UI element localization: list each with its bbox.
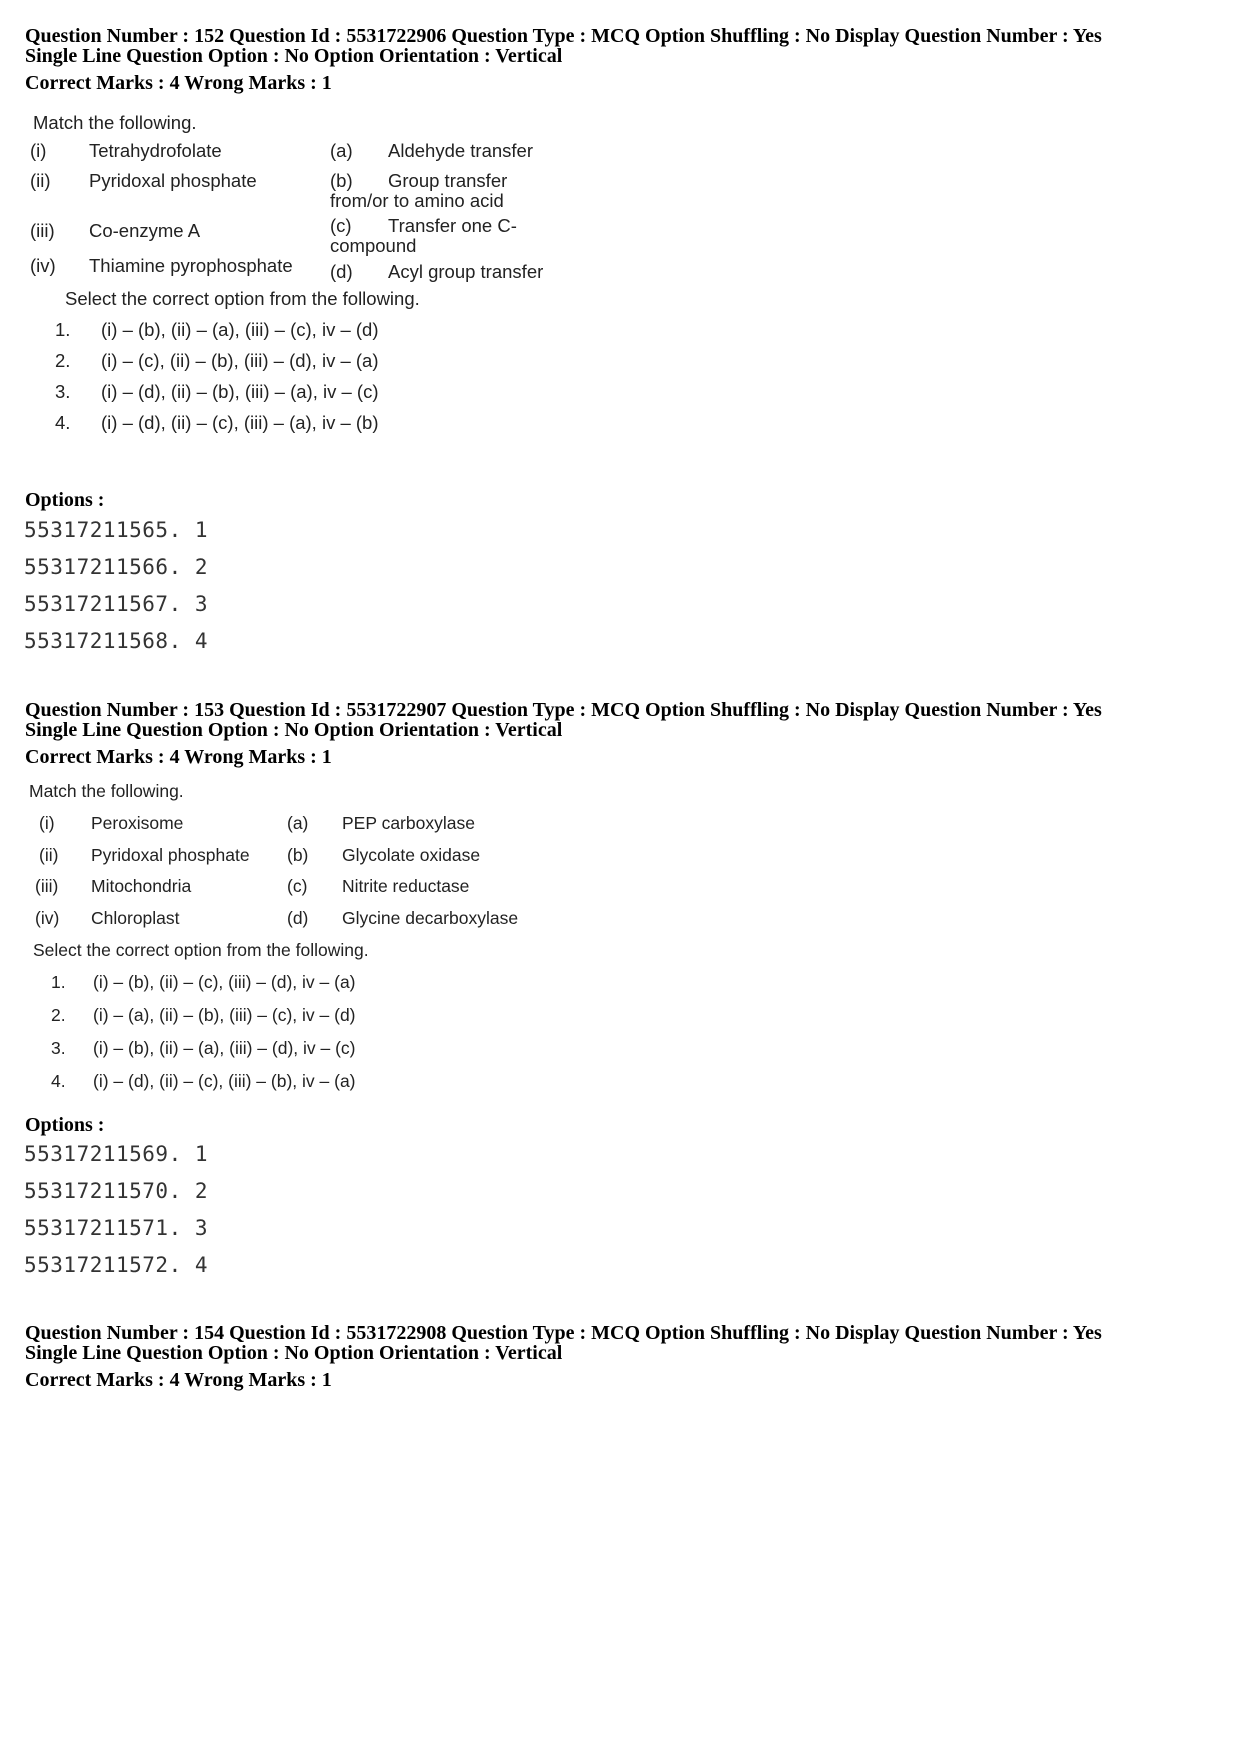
- option-item[interactable]: 55317211569. 1: [24, 1142, 209, 1166]
- left-num: (iii): [30, 220, 55, 241]
- choice-num: 4.: [55, 412, 71, 433]
- right-item: PEP carboxylase: [342, 813, 475, 833]
- right-item: Aldehyde transfer: [388, 140, 534, 161]
- left-num: (i): [30, 140, 47, 161]
- right-item: Glycine decarboxylase: [342, 908, 519, 928]
- right-item: Transfer one C-: [388, 215, 517, 236]
- left-num: (ii): [39, 845, 59, 865]
- left-num: (ii): [30, 170, 51, 191]
- select-instruction: Select the correct option from the following.: [65, 288, 420, 309]
- right-item-continued: compound: [330, 235, 417, 256]
- question-152: [25, 26, 1225, 93]
- question-intro: Match the following.: [29, 781, 184, 801]
- option-item[interactable]: 55317211568. 4: [24, 629, 209, 653]
- choice-num: 3.: [55, 381, 71, 402]
- choice-num: 2.: [55, 350, 71, 371]
- left-item: Thiamine pyrophosphate: [89, 255, 293, 276]
- option-item[interactable]: 55317211570. 2: [24, 1179, 209, 1203]
- question-153-image: [25, 777, 545, 1107]
- right-item: Group transfer: [388, 170, 508, 191]
- right-item: Nitrite reductase: [342, 876, 470, 896]
- question-marks: Correct Marks : 4 Wrong Marks : 1: [25, 746, 332, 768]
- question-meta-line1: Question Number : 152 Question Id : 5531722906 Question Type : MCQ Option Shuffling : No Display Question Number : Yes: [25, 25, 1102, 47]
- right-num: (a): [330, 140, 353, 161]
- left-num: (iv): [30, 255, 56, 276]
- choice-text: (i) – (b), (ii) – (a), (iii) – (d), iv – (c): [93, 1038, 356, 1058]
- choice-text: (i) – (b), (ii) – (c), (iii) – (d), iv – (a): [93, 972, 356, 992]
- left-item: Co-enzyme A: [89, 220, 201, 241]
- right-num: (d): [330, 261, 353, 282]
- question-153: [25, 700, 1225, 767]
- right-num: (d): [287, 908, 309, 928]
- select-instruction: Select the correct option from the following.: [33, 940, 369, 960]
- right-num: (b): [330, 170, 353, 191]
- question-meta-line2: Single Line Question Option : No Option Orientation : Vertical: [25, 719, 563, 741]
- left-item: Pyridoxal phosphate: [89, 170, 257, 191]
- question-marks: Correct Marks : 4 Wrong Marks : 1: [25, 1369, 332, 1391]
- right-item-continued: from/or to amino acid: [330, 190, 504, 211]
- left-item: Mitochondria: [91, 876, 192, 896]
- left-item: Peroxisome: [91, 813, 184, 833]
- choice-text: (i) – (a), (ii) – (b), (iii) – (c), iv – (d): [93, 1005, 356, 1025]
- left-num: (iv): [35, 908, 60, 928]
- option-item[interactable]: 55317211565. 1: [24, 518, 209, 542]
- choice-text: (i) – (b), (ii) – (a), (iii) – (c), iv – (d): [101, 319, 379, 340]
- option-item[interactable]: 55317211566. 2: [24, 555, 209, 579]
- question-meta-line1: Question Number : 153 Question Id : 5531722907 Question Type : MCQ Option Shuffling : No Display Question Number : Yes: [25, 699, 1102, 721]
- right-num: (a): [287, 813, 309, 833]
- question-152-image: [25, 108, 565, 478]
- choice-num: 1.: [55, 319, 71, 340]
- choice-num: 4.: [51, 1071, 66, 1091]
- question-meta-line2: Single Line Question Option : No Option Orientation : Vertical: [25, 45, 563, 67]
- question-intro: Match the following.: [33, 112, 197, 133]
- options-label: Options :: [25, 1114, 105, 1136]
- choice-text: (i) – (d), (ii) – (c), (iii) – (a), iv – (b): [101, 412, 379, 433]
- right-num: (c): [287, 876, 308, 896]
- option-item[interactable]: 55317211567. 3: [24, 592, 209, 616]
- question-meta-line1: Question Number : 154 Question Id : 5531722908 Question Type : MCQ Option Shuffling : No Display Question Number : Yes: [25, 1322, 1102, 1344]
- left-item: Pyridoxal phosphate: [91, 845, 250, 865]
- choice-num: 3.: [51, 1038, 66, 1058]
- choice-num: 2.: [51, 1005, 66, 1025]
- left-num: (i): [39, 813, 55, 833]
- choice-text: (i) – (d), (ii) – (c), (iii) – (b), iv – (a): [93, 1071, 356, 1091]
- option-item[interactable]: 55317211572. 4: [24, 1253, 209, 1277]
- question-154: [25, 1323, 1225, 1390]
- question-marks: Correct Marks : 4 Wrong Marks : 1: [25, 72, 332, 94]
- choice-text: (i) – (c), (ii) – (b), (iii) – (d), iv – (a): [101, 350, 379, 371]
- right-item: Acyl group transfer: [388, 261, 544, 282]
- choice-num: 1.: [51, 972, 66, 992]
- option-item[interactable]: 55317211571. 3: [24, 1216, 209, 1240]
- left-item: Chloroplast: [91, 908, 180, 928]
- choice-text: (i) – (d), (ii) – (b), (iii) – (a), iv – (c): [101, 381, 379, 402]
- right-num: (b): [287, 845, 309, 865]
- right-num: (c): [330, 215, 352, 236]
- right-item: Glycolate oxidase: [342, 845, 481, 865]
- left-item: Tetrahydrofolate: [89, 140, 222, 161]
- question-meta-line2: Single Line Question Option : No Option Orientation : Vertical: [25, 1342, 563, 1364]
- left-num: (iii): [35, 876, 59, 896]
- options-label: Options :: [25, 489, 105, 511]
